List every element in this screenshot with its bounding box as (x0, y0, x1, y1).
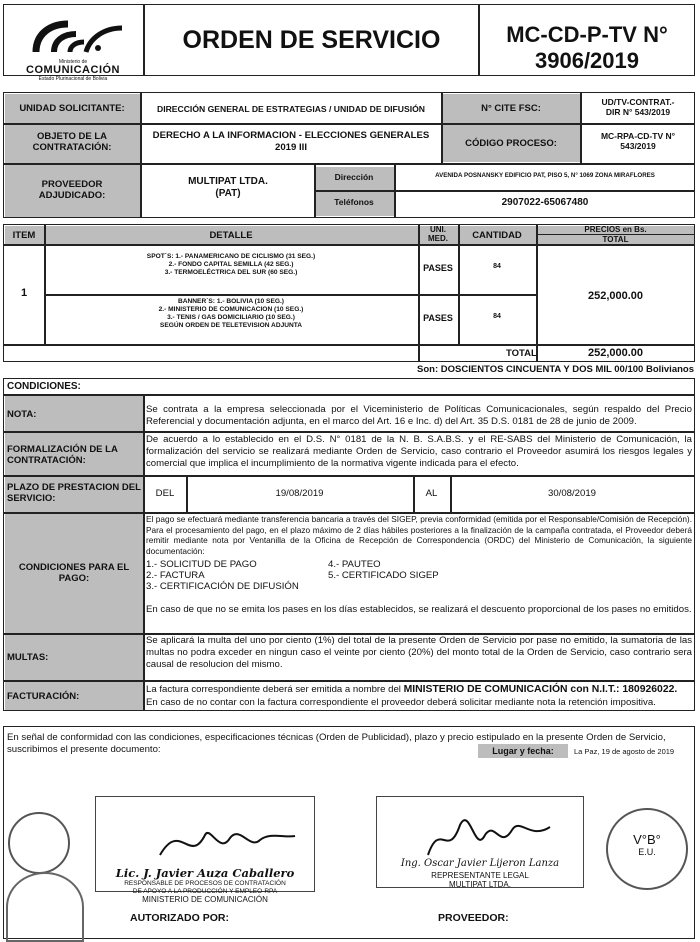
col-cantidad: CANTIDAD (472, 230, 522, 241)
multas-text: Se aplicará la multa del uno por ciento (1%) del total de la presente Orden de Servicio por pase no emitido, la sumatoria de las multas no podra exceder en ningun caso el veinte por ciento (20%) del monto total de la Orden de Servicio, caso contrario sera causal de resolucion del mismo. (146, 635, 692, 670)
objeto-label (4, 131, 140, 153)
nota-text: Se contrata a la empresa seleccionada por el Viceministerio de Políticas Comunicacionales, según respaldo del Precio Referencial y documentación adjunta, en el marco del Art. 16 e Inc. d) del Art. 35 D.S. 0181 de 28 de junio de 2009. (146, 404, 692, 427)
del-label: DEL (155, 488, 175, 499)
codigo-label: CÓDIGO PROCESO: (465, 138, 557, 149)
nota-label: NOTA: (7, 409, 37, 420)
detail-line: 3.- TENIS / GAS DOMICILIARIO (10 SEG.) (167, 314, 295, 321)
stamp-vobo: V°B° (633, 832, 661, 847)
formalizacion-label: FORMALIZACIÓN DE LA CONTRATACIÓN: (7, 444, 118, 466)
proveedor-value (142, 176, 314, 200)
row1-unit: PASES (423, 263, 453, 273)
pago-text: El pago se efectuará mediante transferencia bancaria a través del SIGEP, previa conformidad (emitida por el Responsable/Comisión de Recepción). Para el procesamiento del pago, en el plazo máximo de 2 días hábiles posteriores a la finalización de la campaña contratada, el Proveedor deberá remitir mediante nota por Ventanilla de la Oficina de Recepción de Correspondencia (ORDC) del Ministerio de Comunicación, la siguiente documentación: (146, 514, 692, 556)
facturacion-text-a: La factura correspondiente deberá ser emitida a nombre del (146, 684, 404, 695)
facturacion-label: FACTURACIÓN: (7, 691, 80, 702)
objeto-value (142, 130, 440, 154)
col-unidad-line2: MED. (428, 234, 448, 243)
col-item: ITEM (12, 230, 36, 241)
authorizer-signature-icon (150, 810, 300, 870)
al-value: 30/08/2019 (547, 488, 596, 499)
item-number: 1 (20, 287, 28, 299)
col-unidad (418, 225, 458, 243)
cite-label: N° CITE FSC: (481, 103, 541, 114)
left-seal-icon (6, 872, 84, 942)
proveedor-label-line2: ADJUDICADO: (38, 190, 106, 201)
doc-item: 3.- CERTIFICACIÓN DE DIFUSIÓN (146, 581, 299, 592)
authorizer-role-line3: MINISTERIO DE COMUNICACIÓN (142, 895, 268, 904)
cite-value-line1: UD/TV-CONTRAT.- (601, 97, 675, 107)
telefonos-value: 2907022-65067480 (501, 197, 589, 208)
detail-line: SEGÚN ORDEN DE TELETEVISION ADJUNTA (159, 322, 303, 329)
authorizer-name: Lic. J. Javier Auza Caballero (115, 866, 295, 880)
logo-text-main: COMUNICACIÓN (26, 64, 120, 76)
conformidad-text: En señal de conformidad con las condiciones, especificaciones técnicas (Orden de Publicidad), plazo y precio estipulado en la presente Orden de Servicio, suscribimos el presente documento: (7, 732, 666, 755)
proveedor-value-line1: MULTIPAT LTDA. (188, 176, 268, 187)
provider-role-line2: MULTIPAT LTDA. (449, 880, 511, 889)
formalizacion-text: De acuerdo a lo establecido en el D.S. N° 0181 de la N. B. S.A.B.S. y el RE-SABS del Ministerio de Comunicación, la formalización del servicio se realizará mediante Orden de Servicio, caso contrario el Proveedor asumirá los riesgos legales y comercial que implica el incumplimiento de la normativa vigente indicada para el efecto. (146, 434, 692, 469)
plazo-label: PLAZO DE PRESTACION DEL SERVICIO: (7, 482, 141, 504)
row2-qty: 84 (493, 313, 501, 320)
al-label: AL (425, 488, 438, 499)
pago-docs-left (146, 559, 326, 592)
conditions-title: CONDICIONES: (7, 381, 81, 392)
provider-role (376, 871, 584, 889)
son-amount-words: Son: DOSCIENTOS CINCUENTA Y DOS MIL 00/100 Bolivianos (417, 364, 694, 375)
unidad-value: DIRECCIÓN GENERAL DE ESTRATEGIAS / UNIDAD DE DIFUSIÓN (156, 104, 426, 114)
col-detalle: DETALLE (209, 230, 253, 241)
row2-unit: PASES (423, 313, 453, 323)
doc-item: 5.- CERTIFICADO SIGEP (328, 570, 439, 581)
provider-role-line1: REPRESENTANTE LEGAL (431, 871, 529, 880)
cite-value (582, 97, 694, 117)
document-code-line1: MC-CD-P-TV N° (506, 22, 668, 47)
ministry-logo (6, 8, 140, 82)
col-precios: PRECIOS en Bs. (584, 225, 647, 234)
detail-line: 2.- MINISTERIO DE COMUNICACION (10 SEG.) (158, 306, 304, 313)
col-total: TOTAL (602, 235, 629, 244)
authorizer-role-line2: DE APOYO A LA PRODUCCIÓN Y EMPLEO-RPA (132, 888, 278, 895)
pago-note: En caso de que no se emita los pases en los días establecidos, se realizará el descuento proporcional de los pases no emitidos. (146, 604, 692, 615)
detail-line: SPOT´S: 1.- PANAMERICANO DE CICLISMO (31 SEG.) (146, 253, 316, 260)
document-code-number: 3906/2019 (535, 48, 639, 73)
document-code (480, 22, 694, 74)
objeto-label-line2: CONTRATACIÓN: (32, 142, 112, 153)
telefonos-label: Teléfonos (334, 197, 374, 207)
pago-docs-right (328, 559, 528, 581)
right-stamp-icon (606, 808, 688, 890)
stamp-eu: E.U. (638, 847, 656, 857)
left-stamp-icon (8, 812, 70, 874)
direccion-label: Dirección (334, 172, 374, 182)
pago-label: CONDICIONES PARA EL PAGO: (18, 562, 130, 584)
logo-text-top: Ministerio de (58, 59, 88, 65)
authorizer-role-line1: RESPONSABLE DE PROCESOS DE CONTRATACIÓN (124, 880, 286, 887)
facturacion-text-c: En caso de no contar con la factura correspondiente el proveedor deberá solicitar mediante nota la retención impositiva. (146, 697, 656, 708)
autorizado-label: AUTORIZADO POR: (130, 912, 229, 924)
codigo-value-line2: 543/2019 (620, 141, 656, 151)
proveedor-label-line1: PROVEEDOR (41, 179, 103, 190)
facturacion-text (146, 684, 692, 696)
objeto-value-line1: DERECHO A LA INFORMACION - ELECCIONES GENERALES (152, 130, 430, 141)
lugar-value: La Paz, 19 de agosto de 2019 (574, 747, 675, 756)
proveedor-value-line2: (PAT) (215, 188, 241, 199)
facturacion-nit: MINISTERIO DE COMUNICACIÓN con N.I.T.: 180926022. (403, 684, 678, 695)
detail-line: 3.- TERMOELÉCTRICA DEL SUR (60 SEG.) (164, 269, 298, 276)
row1-qty: 84 (493, 263, 501, 270)
provider-name: Ing. Oscar Javier Lijeron Lanza (400, 858, 560, 869)
item-total: 252,000.00 (587, 290, 644, 302)
total-value: 252,000.00 (587, 347, 644, 359)
proveedor-footer-label: PROVEEDOR: (438, 912, 509, 924)
detail-line: BANNER´S: 1.- BOLIVIA (10 SEG.) (178, 298, 284, 305)
lugar-label: Lugar y fecha: (478, 744, 568, 758)
item-detail-spots (46, 253, 416, 277)
detail-line: 2.- FONDO CAPITAL SEMILLA (42 SEG.) (168, 261, 294, 268)
doc-item: 1.- SOLICITUD DE PAGO (146, 559, 257, 570)
objeto-label-line1: OBJETO DE LA (36, 131, 108, 142)
logo-waves-icon (6, 8, 140, 54)
doc-item: 2.- FACTURA (146, 570, 205, 581)
cite-value-line2: DIR N° 543/2019 (605, 107, 671, 117)
codigo-value-line1: MC-RPA-CD-TV N° (600, 131, 676, 141)
codigo-value (582, 131, 694, 151)
col-unidad-line1: UNI. (430, 225, 446, 234)
multas-label: MULTAS: (7, 652, 49, 663)
item-detail-banners (46, 298, 416, 330)
logo-text-bottom: Estado Plurinacional de Bolivia (38, 76, 108, 82)
del-value: 19/08/2019 (275, 488, 324, 499)
proveedor-label (4, 179, 140, 201)
page-title: ORDEN DE SERVICIO (182, 26, 441, 54)
total-label: TOTAL (506, 348, 537, 359)
authorizer-role (95, 880, 315, 904)
direccion-value: AVENIDA POSNANSKY EDIFICIO PAT, PISO 5, N° 1069 ZONA MIRAFLORES (435, 172, 655, 179)
objeto-value-line2: 2019 III (274, 142, 307, 153)
doc-item: 4.- PAUTEO (328, 559, 381, 570)
unidad-label: UNIDAD SOLICITANTE: (19, 103, 125, 114)
